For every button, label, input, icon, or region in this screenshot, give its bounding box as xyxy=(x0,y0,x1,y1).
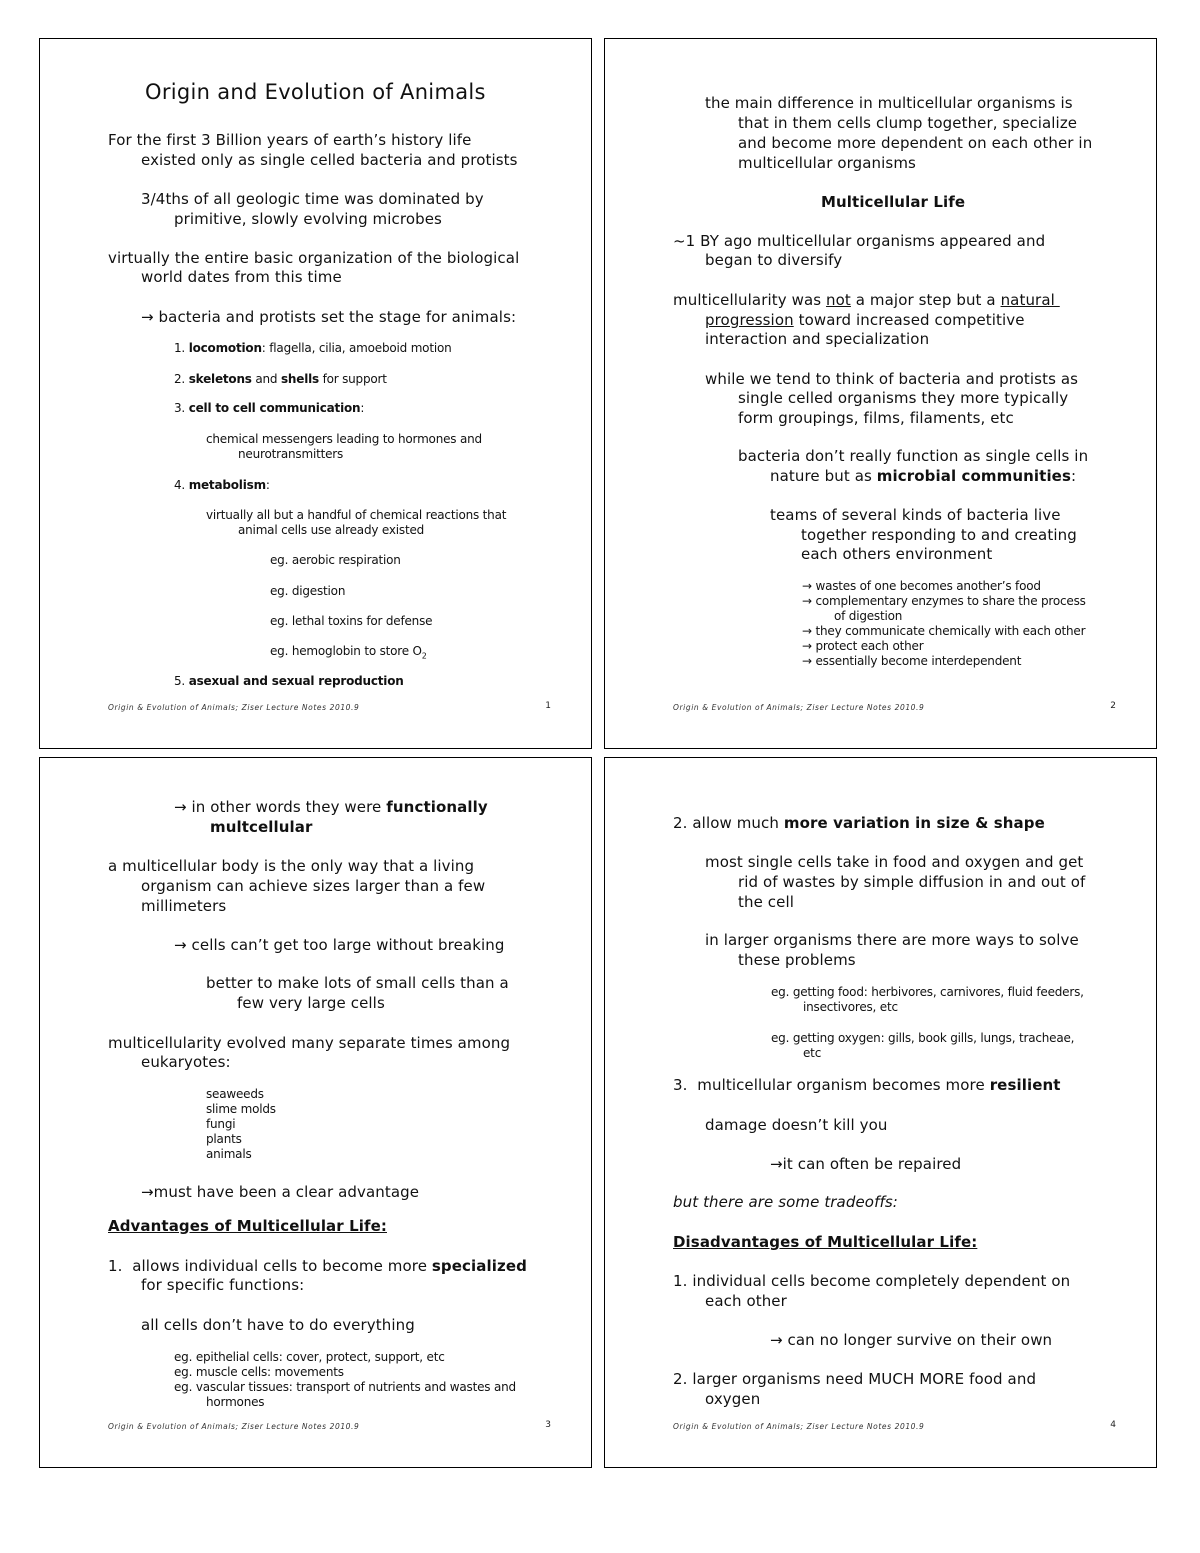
example-line: eg. muscle cells: movements xyxy=(174,1365,344,1379)
paragraph-line: each other xyxy=(705,1292,787,1310)
paragraph-line: few very large cells xyxy=(237,994,385,1012)
example-line: eg. getting food: herbivores, carnivores, fluid feeders, xyxy=(771,985,1084,999)
bold-term: locomotion xyxy=(188,341,262,355)
paragraph-line: organism can achieve sizes larger than a few xyxy=(141,877,486,895)
paragraph-line: For the first 3 Billion years of earth’s history life xyxy=(108,131,472,149)
page-number: 4 xyxy=(1110,1420,1116,1430)
slide-2 xyxy=(604,38,1157,749)
paragraph-line xyxy=(705,311,1025,329)
text: nature but as xyxy=(770,467,877,485)
footer: Origin & Evolution of Animals; Ziser Lecture Notes 2010.9 xyxy=(673,703,925,712)
list-item xyxy=(174,341,452,356)
paragraph-line: millimeters xyxy=(141,897,227,915)
paragraph-line: rid of wastes by simple diffusion in and out of xyxy=(738,873,1086,891)
example-line: hormones xyxy=(206,1395,265,1409)
paragraph-line: began to diversify xyxy=(705,251,843,269)
slide-4 xyxy=(604,757,1157,1468)
slide-1 xyxy=(39,38,592,749)
paragraph-line: world dates from this time xyxy=(141,268,342,286)
paragraph-line: these problems xyxy=(738,951,856,969)
bold-term: multcellular xyxy=(210,818,313,836)
paragraph-line xyxy=(174,798,488,816)
arrow-item: of digestion xyxy=(834,609,903,623)
footer: Origin & Evolution of Animals; Ziser Lecture Notes 2010.9 xyxy=(108,1422,360,1431)
item-text: for support xyxy=(318,372,387,386)
arrow-line: →must have been a clear advantage xyxy=(141,1183,420,1201)
paragraph-line: the main difference in multicellular organisms is xyxy=(705,94,1073,112)
paragraph-line: 3/4ths of all geologic time was dominated by xyxy=(141,190,484,208)
arrow-item: → complementary enzymes to share the process xyxy=(802,594,1086,608)
item-text: and xyxy=(251,372,281,386)
paragraph-line: most single cells take in food and oxygen and get xyxy=(705,853,1084,871)
subscript: 2 xyxy=(421,651,427,661)
arrow-item: → essentially become interdependent xyxy=(802,654,1022,668)
underlined-text: natural xyxy=(1000,291,1060,309)
bold-term: metabolism xyxy=(188,478,266,492)
paragraph-line: form groupings, films, filaments, etc xyxy=(738,409,1014,427)
example-line: eg. epithelial cells: cover, protect, support, etc xyxy=(174,1350,445,1364)
list-item xyxy=(174,674,404,689)
section-heading: Advantages of Multicellular Life: xyxy=(108,1217,387,1235)
example-line: etc xyxy=(803,1046,822,1060)
paragraph-line: but there are some tradeoffs: xyxy=(673,1193,898,1211)
sub-line: neurotransmitters xyxy=(238,447,344,461)
arrow-line: → cells can’t get too large without breaking xyxy=(174,936,505,954)
bold-term: shells xyxy=(280,372,319,386)
text: toward increased competitive xyxy=(793,311,1025,329)
paragraph-line xyxy=(770,467,1076,485)
list-number: 4. xyxy=(174,478,186,492)
bold-term: functionally xyxy=(386,798,488,816)
list-number: 3. xyxy=(174,401,186,415)
paragraph-line: damage doesn’t kill you xyxy=(705,1116,888,1134)
list-item: slime molds xyxy=(206,1102,276,1116)
paragraph-line: eukaryotes: xyxy=(141,1053,231,1071)
paragraph-line: for specific functions: xyxy=(141,1276,305,1294)
example-line xyxy=(270,644,427,661)
paragraph-line: bacteria don’t really function as single cells in xyxy=(738,447,1089,465)
paragraph-line: in larger organisms there are more ways to solve xyxy=(705,931,1079,949)
paragraph-line: together responding to and creating xyxy=(801,526,1077,544)
page-number: 1 xyxy=(545,701,551,711)
paragraph-line xyxy=(673,291,1060,309)
paragraph-line xyxy=(108,1257,527,1275)
example-text: eg. hemoglobin to store O xyxy=(270,644,422,658)
example-line: eg. getting oxygen: gills, book gills, lungs, tracheae, xyxy=(771,1031,1075,1045)
footer: Origin & Evolution of Animals; Ziser Lecture Notes 2010.9 xyxy=(673,1422,925,1431)
list-item xyxy=(174,372,387,387)
paragraph-line xyxy=(673,1076,1061,1094)
paragraph-line xyxy=(673,814,1045,832)
bold-term: resilient xyxy=(989,1076,1061,1094)
footer: Origin & Evolution of Animals; Ziser Lecture Notes 2010.9 xyxy=(108,703,360,712)
paragraph-line: 1. individual cells become completely dependent on xyxy=(673,1272,1071,1290)
page-number: 2 xyxy=(1110,701,1116,711)
text: : xyxy=(1070,467,1077,485)
paragraph-line: the cell xyxy=(738,893,794,911)
arrow-item: → wastes of one becomes another’s food xyxy=(802,579,1041,593)
page-number: 3 xyxy=(545,1420,551,1430)
paragraph-line: interaction and specialization xyxy=(705,330,930,348)
paragraph-line: a multicellular body is the only way that a living xyxy=(108,857,475,875)
arrow-line: →it can often be repaired xyxy=(770,1155,962,1173)
example-line: eg. vascular tissues: transport of nutrients and wastes and xyxy=(174,1380,516,1394)
text: multicellularity was xyxy=(673,291,827,309)
list-item: animals xyxy=(206,1147,252,1161)
paragraph-line: multicellularity evolved many separate times among xyxy=(108,1034,511,1052)
bold-term: specialized xyxy=(431,1257,527,1275)
slide-3 xyxy=(39,757,592,1468)
list-item: fungi xyxy=(206,1117,236,1131)
arrow-item: → they communicate chemically with each other xyxy=(802,624,1086,638)
arrow-item: → protect each other xyxy=(802,639,924,653)
list-number: 5. xyxy=(174,674,186,688)
bold-term: skeletons xyxy=(188,372,252,386)
paragraph-line: multicellular organisms xyxy=(738,154,916,172)
text: 1. allows individual cells to become more xyxy=(108,1257,432,1275)
bold-term: cell to cell communication xyxy=(188,401,361,415)
paragraph-line: teams of several kinds of bacteria live xyxy=(770,506,1061,524)
paragraph-line: each others environment xyxy=(801,545,993,563)
paragraph-line: and become more dependent on each other in xyxy=(738,134,1093,152)
list-item: seaweeds xyxy=(206,1087,264,1101)
slide-title: Origin and Evolution of Animals xyxy=(145,80,486,104)
paragraph-line: 2. larger organisms need MUCH MORE food and xyxy=(673,1370,1037,1388)
arrow-line: → bacteria and protists set the stage for animals: xyxy=(141,308,517,326)
paragraph-line: virtually the entire basic organization of the biological xyxy=(108,249,520,267)
paragraph-line: ~1 BY ago multicellular organisms appeared and xyxy=(673,232,1046,250)
list-item xyxy=(174,401,364,416)
text: → in other words they were xyxy=(174,798,387,816)
underlined-text: progression xyxy=(705,311,794,329)
list-item xyxy=(174,478,270,493)
paragraph-line: existed only as single celled bacteria and protists xyxy=(141,151,518,169)
section-heading: Disadvantages of Multicellular Life: xyxy=(673,1233,978,1251)
list-number: 2. xyxy=(174,372,186,386)
text: 3. multicellular organism becomes more xyxy=(673,1076,990,1094)
paragraph-line: that in them cells clump together, specialize xyxy=(738,114,1078,132)
paragraph-line: better to make lots of small cells than a xyxy=(206,974,509,992)
bold-term: more variation in size & shape xyxy=(783,814,1045,832)
example-line: eg. aerobic respiration xyxy=(270,553,401,567)
text: 2. allow much xyxy=(673,814,784,832)
example-line: insectivores, etc xyxy=(803,1000,898,1014)
bold-term: microbial communities xyxy=(876,467,1071,485)
list-number: 1. xyxy=(174,341,186,355)
arrow-line: → can no longer survive on their own xyxy=(770,1331,1053,1349)
example-line: eg. lethal toxins for defense xyxy=(270,614,433,628)
list-item: plants xyxy=(206,1132,242,1146)
text: a major step but a xyxy=(850,291,1001,309)
paragraph-line: oxygen xyxy=(705,1390,761,1408)
sub-line: chemical messengers leading to hormones and xyxy=(206,432,482,446)
sub-line: virtually all but a handful of chemical reactions that xyxy=(206,508,507,522)
item-text: : xyxy=(360,401,365,415)
section-heading: Multicellular Life xyxy=(821,193,966,211)
paragraph-line: primitive, slowly evolving microbes xyxy=(174,210,442,228)
bold-term: asexual and sexual reproduction xyxy=(188,674,404,688)
item-text: : flagella, cilia, amoeboid motion xyxy=(261,341,452,355)
sub-line: animal cells use already existed xyxy=(238,523,425,537)
underlined-text: not xyxy=(826,291,851,309)
paragraph-line: single celled organisms they more typically xyxy=(738,389,1069,407)
paragraph-line: all cells don’t have to do everything xyxy=(141,1316,415,1334)
example-line: eg. digestion xyxy=(270,584,346,598)
paragraph-line: while we tend to think of bacteria and protists as xyxy=(705,370,1079,388)
item-text: : xyxy=(265,478,270,492)
